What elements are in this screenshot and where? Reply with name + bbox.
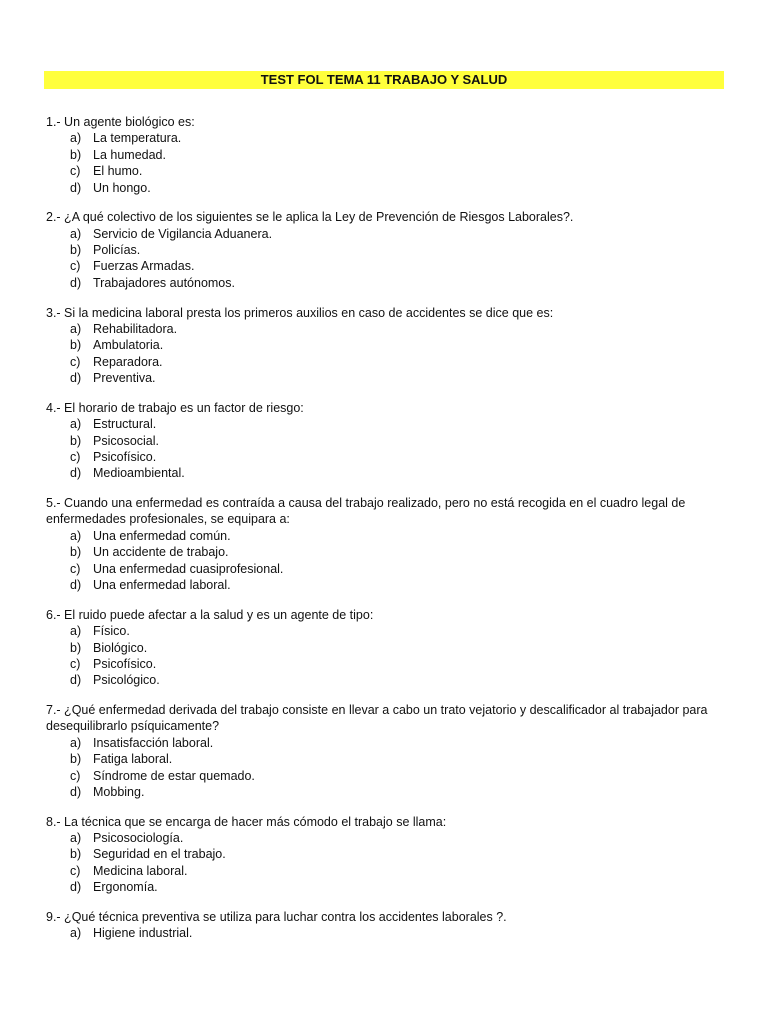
option-letter: c) bbox=[70, 768, 81, 783]
option-letter: a) bbox=[70, 624, 82, 639]
option-text: Estructural. bbox=[93, 417, 157, 432]
question-item bbox=[46, 607, 726, 689]
option-letter: c) bbox=[70, 656, 81, 671]
answer-option bbox=[46, 672, 726, 688]
question-item bbox=[46, 702, 726, 800]
option-text: Una enfermedad común. bbox=[93, 528, 231, 543]
option-text: Insatisfacción laboral. bbox=[93, 735, 214, 750]
option-letter: b) bbox=[70, 433, 82, 448]
option-text: La humedad. bbox=[93, 147, 166, 162]
answer-option bbox=[46, 528, 726, 544]
answer-option bbox=[46, 370, 726, 386]
question-stem: 8.- La técnica que se encarga de hacer más cómodo el trabajo se llama: bbox=[46, 814, 447, 829]
option-text: Ambulatoria. bbox=[93, 338, 164, 353]
answer-option bbox=[46, 465, 726, 481]
option-text: Psicofísico. bbox=[93, 656, 157, 671]
answer-option bbox=[46, 768, 726, 784]
question-stem: 3.- Si la medicina laboral presta los primeros auxilios en caso de accidentes se dice que es: bbox=[46, 305, 554, 320]
question-item bbox=[46, 209, 726, 291]
option-letter: c) bbox=[70, 259, 81, 274]
document-title: TEST FOL TEMA 11 TRABAJO Y SALUD bbox=[44, 71, 724, 89]
option-letter: d) bbox=[70, 880, 82, 895]
answer-option bbox=[46, 354, 726, 370]
option-letter: b) bbox=[70, 640, 82, 655]
answer-option bbox=[46, 784, 726, 800]
question-stem: 4.- El horario de trabajo es un factor de riesgo: bbox=[46, 400, 304, 415]
option-letter: a) bbox=[70, 528, 82, 543]
option-text: Fuerzas Armadas. bbox=[93, 259, 195, 274]
answer-option bbox=[46, 275, 726, 291]
option-text: Seguridad en el trabajo. bbox=[93, 847, 226, 862]
answer-option bbox=[46, 561, 726, 577]
answer-option bbox=[46, 925, 726, 941]
option-text: El humo. bbox=[93, 164, 143, 179]
option-text: Reparadora. bbox=[93, 354, 163, 369]
answer-option bbox=[46, 258, 726, 274]
option-letter: b) bbox=[70, 545, 82, 560]
answer-option bbox=[46, 226, 726, 242]
question-item bbox=[46, 495, 726, 593]
answer-option bbox=[46, 163, 726, 179]
option-letter: c) bbox=[70, 561, 81, 576]
option-letter: d) bbox=[70, 466, 82, 481]
question-stem: 2.- ¿A qué colectivo de los siguientes se le aplica la Ley de Prevención de Riesgos Laborales?. bbox=[46, 210, 574, 225]
option-text: La temperatura. bbox=[93, 131, 182, 146]
option-text: Trabajadores autónomos. bbox=[93, 275, 235, 290]
answer-option bbox=[46, 337, 726, 353]
question-item bbox=[46, 814, 726, 896]
answer-option bbox=[46, 846, 726, 862]
option-text: Un hongo. bbox=[93, 180, 151, 195]
answer-option bbox=[46, 433, 726, 449]
option-letter: c) bbox=[70, 354, 81, 369]
option-letter: b) bbox=[70, 752, 82, 767]
question-stem: 6.- El ruido puede afectar a la salud y es un agente de tipo: bbox=[46, 607, 374, 622]
option-text: Psicosociología. bbox=[93, 831, 184, 846]
option-letter: c) bbox=[70, 164, 81, 179]
answer-option bbox=[46, 879, 726, 895]
option-text: Medicina laboral. bbox=[93, 863, 188, 878]
option-text: Rehabilitadora. bbox=[93, 321, 178, 336]
option-letter: a) bbox=[70, 131, 82, 146]
answer-option bbox=[46, 321, 726, 337]
question-list bbox=[46, 114, 726, 955]
option-letter: b) bbox=[70, 847, 82, 862]
option-letter: d) bbox=[70, 673, 82, 688]
answer-option bbox=[46, 577, 726, 593]
answer-option bbox=[46, 180, 726, 196]
option-text: Biológico. bbox=[93, 640, 148, 655]
option-text: Una enfermedad cuasiprofesional. bbox=[93, 561, 284, 576]
option-text: Físico. bbox=[93, 624, 130, 639]
option-letter: d) bbox=[70, 371, 82, 386]
answer-option bbox=[46, 656, 726, 672]
option-text: Policías. bbox=[93, 243, 141, 258]
answer-option bbox=[46, 640, 726, 656]
option-text: Psicofísico. bbox=[93, 449, 157, 464]
answer-option bbox=[46, 147, 726, 163]
option-letter: d) bbox=[70, 784, 82, 799]
option-text: Medioambiental. bbox=[93, 466, 185, 481]
question-item bbox=[46, 305, 726, 387]
question-stem: 1.- Un agente biológico es: bbox=[46, 115, 195, 129]
answer-option bbox=[46, 751, 726, 767]
question-item bbox=[46, 114, 726, 196]
answer-option bbox=[46, 863, 726, 879]
option-text: Servicio de Vigilancia Aduanera. bbox=[93, 226, 273, 241]
option-text: Preventiva. bbox=[93, 371, 156, 386]
answer-option bbox=[46, 544, 726, 560]
option-text: Ergonomía. bbox=[93, 880, 158, 895]
option-text: Un accidente de trabajo. bbox=[93, 545, 229, 560]
answer-option bbox=[46, 830, 726, 846]
option-letter: a) bbox=[70, 226, 82, 241]
option-text: Higiene industrial. bbox=[93, 926, 193, 941]
option-letter: d) bbox=[70, 180, 82, 195]
option-letter: a) bbox=[70, 417, 82, 432]
option-letter: a) bbox=[70, 831, 82, 846]
option-text: Mobbing. bbox=[93, 784, 145, 799]
answer-option bbox=[46, 416, 726, 432]
option-letter: c) bbox=[70, 449, 81, 464]
answer-option bbox=[46, 242, 726, 258]
option-letter: d) bbox=[70, 275, 82, 290]
answer-option bbox=[46, 623, 726, 639]
option-letter: b) bbox=[70, 338, 82, 353]
option-text: Una enfermedad laboral. bbox=[93, 578, 231, 593]
option-letter: d) bbox=[70, 578, 82, 593]
option-letter: b) bbox=[70, 147, 82, 162]
option-text: Psicosocial. bbox=[93, 433, 159, 448]
answer-option bbox=[46, 449, 726, 465]
option-text: Fatiga laboral. bbox=[93, 752, 173, 767]
option-text: Psicológico. bbox=[93, 673, 160, 688]
answer-option bbox=[46, 735, 726, 751]
question-stem: 7.- ¿Qué enfermedad derivada del trabajo consiste en llevar a cabo un trato vejatorio y descalificador al trabajador para desequilibrarlo psíquicamente? bbox=[46, 703, 708, 734]
option-letter: a) bbox=[70, 735, 82, 750]
answer-option bbox=[46, 130, 726, 146]
option-letter: a) bbox=[70, 321, 82, 336]
option-letter: c) bbox=[70, 863, 81, 878]
question-item bbox=[46, 400, 726, 482]
option-text: Síndrome de estar quemado. bbox=[93, 768, 255, 783]
option-letter: b) bbox=[70, 243, 82, 258]
question-stem: 9.- ¿Qué técnica preventiva se utiliza para luchar contra los accidentes laborales ?. bbox=[46, 909, 507, 924]
option-letter: a) bbox=[70, 926, 82, 941]
question-stem: 5.- Cuando una enfermedad es contraída a causa del trabajo realizado, pero no está recogida en el cuadro legal de enfermedades profesionales, se equipara a: bbox=[46, 496, 686, 527]
question-item bbox=[46, 909, 726, 942]
